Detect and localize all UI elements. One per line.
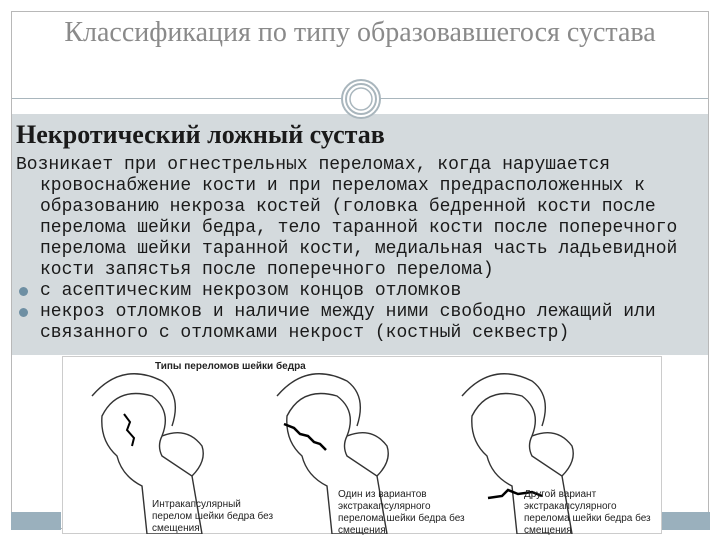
bullet-text: некроз отломков и наличие между ними свободно лежащий или связанного с отломками некрост (костный секвестр): [40, 302, 656, 343]
figure-caption-1: Интракапсулярный перелом шейки бедра без смещения: [152, 499, 274, 534]
figure-title: Типы переломов шейки бедра: [155, 361, 306, 372]
slide-subtitle: Некротический ложный сустав: [16, 120, 385, 149]
list-item: [16, 302, 696, 344]
footer-accent-left: [11, 512, 61, 530]
list-item: [16, 281, 696, 302]
figure-caption-3: Другой вариант экстракапсулярного перелома шейки бедра без смещения: [524, 489, 651, 536]
figure-caption-2: Один из вариантов экстракапсулярного перелома шейки бедра без смещения: [338, 489, 465, 536]
footer-accent-right: [662, 512, 710, 530]
slide-body: [16, 155, 696, 344]
intro-paragraph: Возникает при огнестрельных переломах, когда нарушается кровоснабжение кости и при переломах предрасположенных к образованию некроза костей (головка бедренной кости после перелома шейки бедра, тело таранной кости после поперечного перелома шейки таранной кости, медиальная часть ладьевидной кости запястья после поперечного перелома): [16, 155, 678, 280]
bullet-list: [16, 281, 696, 344]
ring-ornament-icon: [340, 78, 382, 120]
slide-title: Классификация по типу образовавшегося сустава: [64, 17, 656, 48]
fracture-figure: [62, 356, 662, 534]
bullet-text: с асептическим некрозом концов отломков: [40, 281, 462, 301]
bullet-icon: [19, 287, 28, 296]
bullet-icon: [19, 308, 28, 317]
